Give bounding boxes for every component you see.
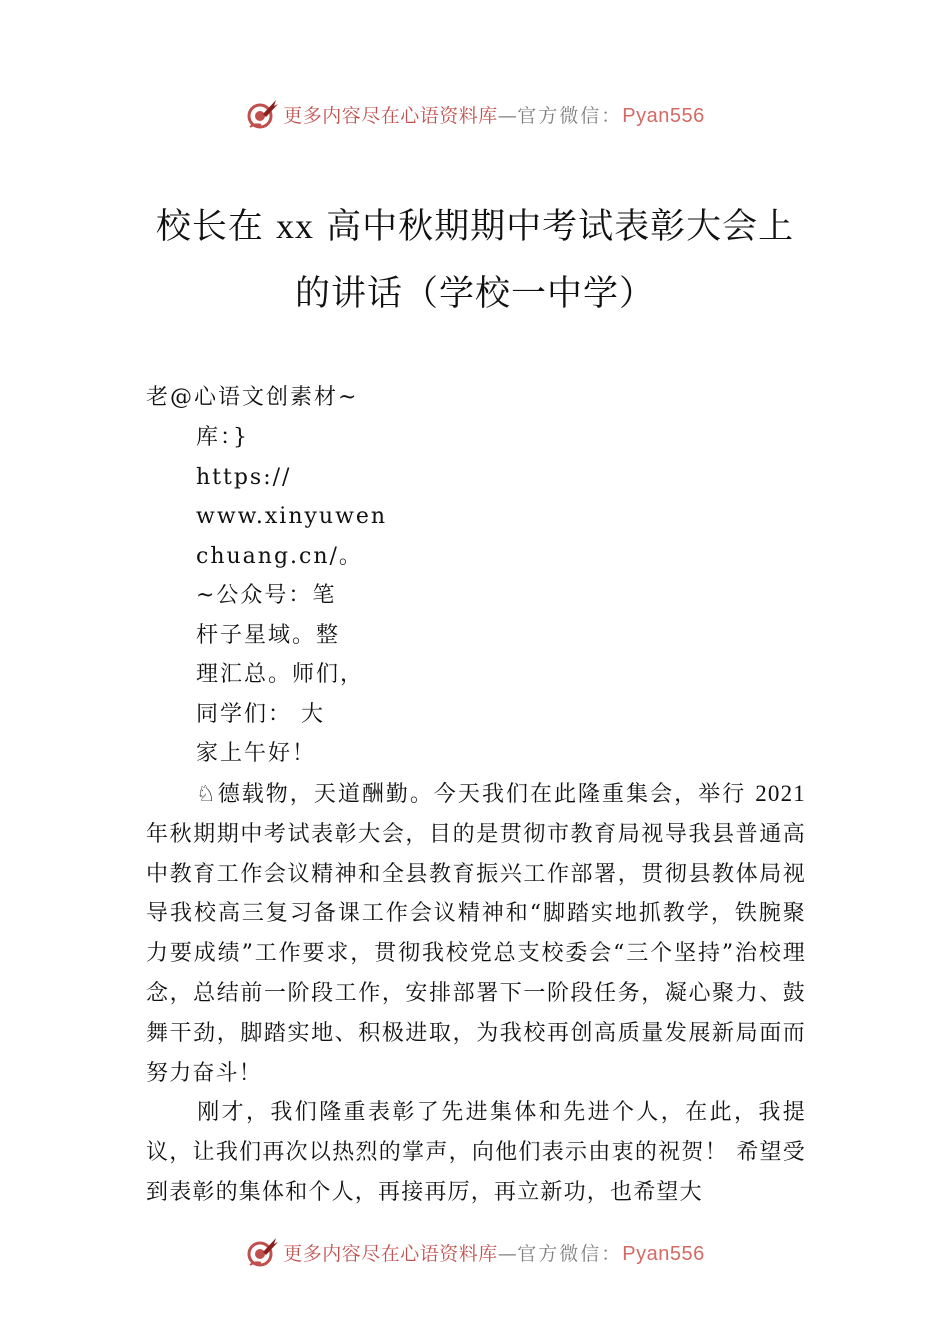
narrow-line-10: 家上午好！ [196,741,317,766]
document-title-line-1 [0,204,950,249]
header-wechat-id: Pyan556 [622,104,705,127]
quill-logo-icon [245,1235,279,1269]
para1-text-a: ♘德载物，天道酬勤。今天我们在此隆重集会，举行 [196,782,756,807]
narrow-line-2: 库：} [196,425,249,450]
title-part-b: xx [276,206,314,246]
narrow-line-8: 理汇总。师们， [196,662,365,687]
para1-text-b: 年秋期期中考试表彰大会，目的是贯彻市教育局视导我县普通高中教育工作会议精神和全县教育振兴工作部署，贯彻县教体局视导我校高三复习备课工作会议精神和“脚踏实地抓教学，铁腕聚力要成绩”工作要求，贯彻我校党总支校委会“三个坚持”治校理念，总结前一阶段工作，安排部署下一阶段任务，凝心聚力、鼓舞干劲，脚踏实地、积极进取，为我校再创高质量发展新局面而努力奋斗！ [146,821,806,1086]
document-title-line-2: 的讲话（学校一中学） [294,274,655,314]
body-paragraph-2 [146,1093,806,1212]
header-dash: — [497,104,518,127]
footer-wechat-id: Pyan556 [622,1242,705,1265]
title-part-a: 校长在 [155,207,276,247]
header-site-text: 更多内容尽在心语资料库 [283,104,498,127]
narrow-line-6: ~公众号：笔 [196,583,337,608]
narrow-line-3: https:// [196,465,292,490]
quill-logo-icon [245,97,279,131]
narrow-line-4: www.xinyuwen [196,504,388,529]
footer-site-text: 更多内容尽在心语资料库 [283,1242,498,1265]
para2-text: 刚才，我们隆重表彰了先进集体和先进个人，在此，我提议，让我们再次以热烈的掌声，向他们表示由衷的祝贺！ 希望受到表彰的集体和个人，再接再厉，再立新功，也希望大 [146,1100,806,1205]
narrow-line-1: 老@心语文创素材~ [146,385,359,410]
footer-banner-text [283,1239,705,1266]
narrow-line-9: 同学们： 大 [196,702,325,727]
footer-wechat-label: 官方微信： [517,1242,623,1265]
header-wechat-label: 官方微信： [517,104,623,127]
body-paragraph-1 [146,774,806,1093]
para1-year: 2021 [755,781,806,806]
narrow-line-5: chuang.cn/。 [196,544,363,569]
footer-banner [0,1230,950,1274]
title-part-c: 高中秋期期中考试表彰大会上 [314,207,795,247]
narrow-line-7: 杆子星域。整 [196,623,341,648]
footer-dash: — [497,1242,518,1265]
header-banner [0,92,950,136]
header-banner-text [283,101,705,128]
